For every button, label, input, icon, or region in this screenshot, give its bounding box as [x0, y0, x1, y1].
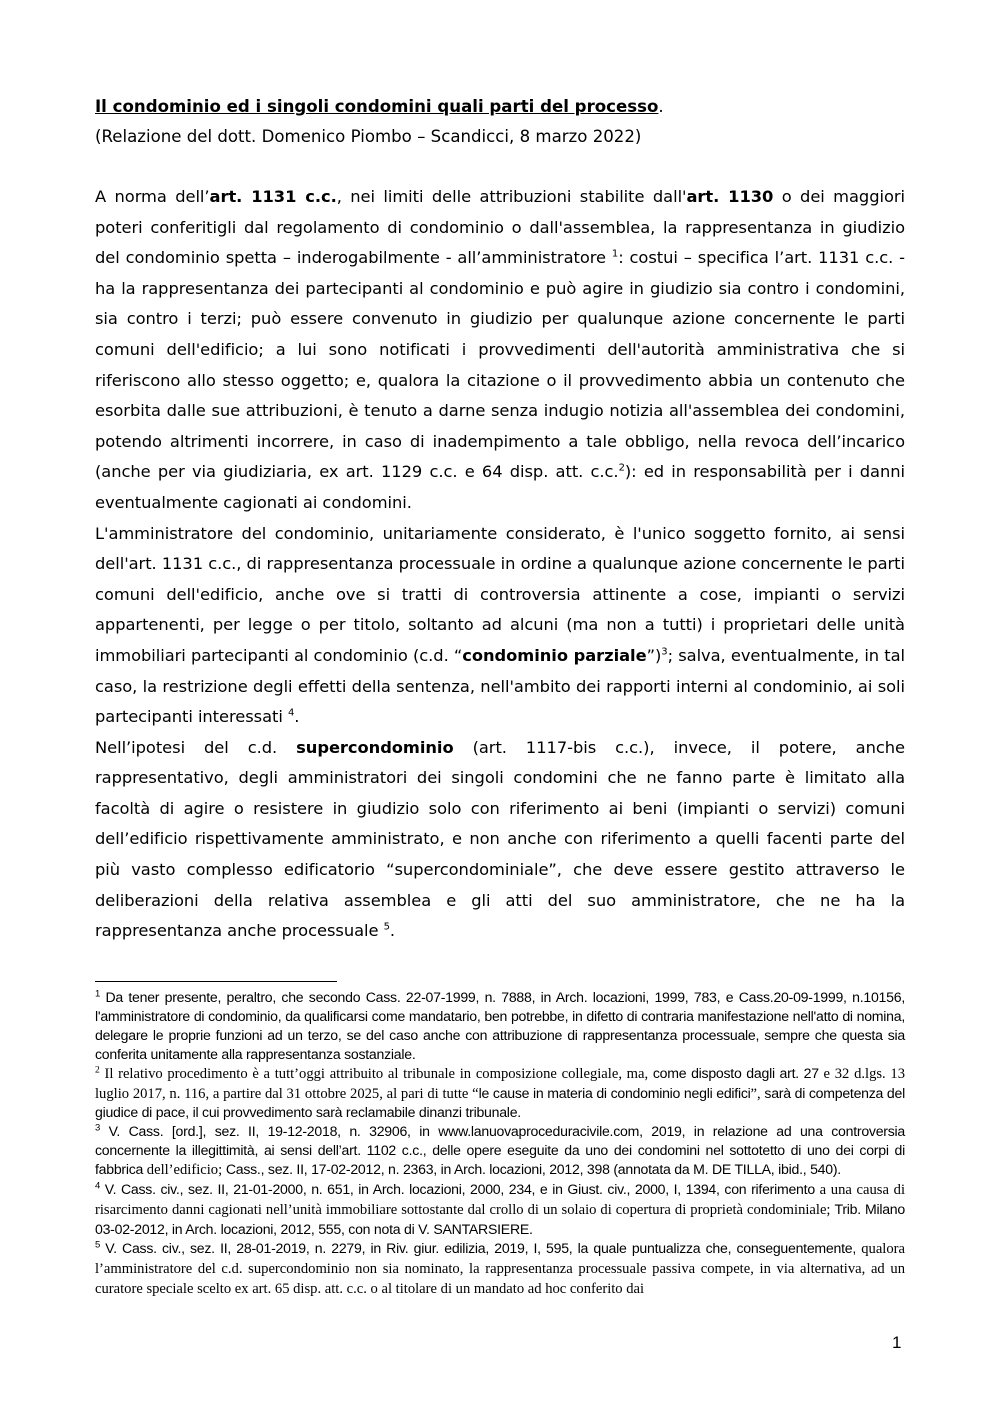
p3-text-1: Nell’ipotesi del c.d. — [95, 737, 297, 757]
document-title — [95, 92, 905, 122]
footnote-ref-4[interactable]: 4 — [287, 707, 295, 719]
footnote-3-number: 3 — [95, 1122, 101, 1134]
footnote-5 — [95, 1239, 905, 1299]
footnote-separator — [95, 981, 337, 982]
p1-text-5: ): ed in responsabilità per i danni eventualmente cagionati ai condomini. — [95, 462, 905, 512]
footnote-2-text-6: sarà di competenza del giudice di pace, il cui provvedimento sarà reclamabile dinanzi tribunale. — [95, 1084, 905, 1121]
footnote-1-text: Da tener presente, peraltro, che secondo Cass. 22-07-1999, n. 7888, in Arch. locazioni, 1999, 783, e Cass.20-09-1999, n.10156, l'amministratore di condominio, da qualificarsi come mandatario, ben potrebbe, in difetto di contraria manifestazione nell'atto di nomina, delegare le proprie funzioni ad un terzo, se del caso anche con attribuzione di rappresentanza processuale, sempre che questa sia conferita unitamente alla rappresentanza sostanziale. — [95, 989, 905, 1062]
footnote-2-text-3: e 32 d.lgs. 13 luglio 2017, n. 116, a partire dal 31 ottobre 2025, al pari di tutte “ — [95, 1065, 905, 1102]
page-number: 1 — [892, 1333, 902, 1352]
p3-text-3: . — [389, 921, 396, 941]
paragraph-1 — [95, 182, 905, 519]
p1-bold-art-1130: art. 1130 — [686, 187, 774, 206]
p2-text-4: . — [294, 707, 300, 727]
footnote-3 — [95, 1122, 905, 1180]
footnotes — [95, 988, 905, 1299]
footnote-2-text-1: Il relativo procedimento è a tutt’oggi attribuito al tribunale in composizione collegiale, ma, — [99, 1065, 653, 1082]
p3-text-2: (art. 1117-bis c.c.), invece, il potere, anche rappresentativo, degli amministratori dei singoli condomini che ne fanno parte è limitato alla facoltà di agire o resistere in giudizio solo con riferimento ai beni (impianti o servizi) comuni dell’edificio rispettivamente amministrato, e non anche con riferimento a quelli facenti parte del più vasto complesso edificatorio “supercondominiale”, che deve essere gestito attraverso le deliberazioni della relativa assemblea e gli atti del suo amministratore, che ne ha la rappresentanza anche processuale — [95, 737, 905, 941]
p1-bold-art-1131: art. 1131 c.c. — [209, 187, 337, 206]
footnote-4-text-3: Trib. Milano 03-02-2012, in Arch. locazioni, 2012, 555, con nota di V. SANTARSIERE. — [95, 1200, 905, 1237]
footnote-2 — [95, 1064, 905, 1123]
document-title-text: Il condominio ed i singoli condomini quali parti del processo — [95, 97, 659, 116]
footnote-2-number: 2 — [95, 1064, 100, 1075]
footnote-ref-2[interactable]: 2 — [618, 462, 625, 474]
footnote-1-number: 1 — [95, 988, 101, 1000]
footnote-2-text-2: come disposto dagli art. 27 — [652, 1064, 819, 1081]
p1-text-1: A norma dell’ — [95, 187, 210, 206]
footnote-ref-5[interactable]: 5 — [383, 921, 390, 933]
footnote-ref-1[interactable]: 1 — [611, 248, 619, 260]
title-period: . — [658, 97, 664, 116]
main-text — [95, 92, 905, 947]
footnote-3-text-2: dell’edificio; — [143, 1162, 226, 1179]
p2-text-3: ; salva, eventualmente, in tal caso, la restrizione degli effetti della sentenza, nell'ambito dei rapporti interni al condominio, ai soli partecipanti interessati — [95, 645, 905, 727]
footnote-5-number: 5 — [95, 1239, 101, 1251]
footnote-4 — [95, 1180, 905, 1239]
footnote-4-number: 4 — [95, 1180, 101, 1192]
footnote-5-text-1: V. Cass. civ., sez. II, 28-01-2019, n. 2279, in Riv. giur. edilizia, 2019, I, 595, la quale puntualizza che, conseguentemente, — [100, 1239, 857, 1256]
footnote-3-text-3: Cass., sez. II, 17-02-2012, n. 2363, in Arch. locazioni, 2012, 398 (annotata da M. DE TILLA, ibid., 540). — [225, 1161, 841, 1178]
paragraph-3 — [95, 733, 905, 947]
footnote-ref-3[interactable]: 3 — [661, 646, 668, 658]
footnote-3-text-1: V. Cass. [ord.], sez. II, 19-12-2018, n. 32906, in www.lanuovaproceduracivile.com, 2019, in relazione ad una controversia concernente la illegittimità, ai sensi dell’art. 1102 c.c., delle opere eseguite da uno dei condomini nel sottotetto di uno dei corpi di fabbrica — [95, 1123, 905, 1178]
document-subtitle: (Relazione del dott. Domenico Piombo – Scandicci, 8 marzo 2022) — [95, 127, 642, 146]
footnote-4-text-1: V. Cass. civ., sez. II, 21-01-2000, n. 651, in Arch. locazioni, 2000, 234, e in Giust. civ., 2000, I, 1394, con riferimento — [100, 1181, 815, 1198]
p2-text-1: L'amministratore del condominio, unitariamente considerato, è l'unico soggetto fornito, ai sensi dell'art. 1131 c.c., di rappresentanza processuale in ordine a qualunque azione concernente le parti comuni dell'edificio, anche ove si tratti di controversia attinente a cose, impianti o servizi appartenenti, per legge o per titolo, soltanto ad alcuni (ma non a tutti) i proprietari delle unità immobiliari partecipanti al condominio (c.d. “ — [95, 523, 905, 665]
p2-text-2: ”) — [646, 645, 662, 665]
footnote-2-text-4: le cause in materia di condominio negli edifici — [478, 1084, 751, 1101]
footnote-1 — [95, 988, 905, 1064]
footnote-4-text-2: a una causa di risarcimento danni cagionati nell’unità immobiliare sottostante dal crollo di un solaio di copertura di proprietà condominiale; — [95, 1182, 905, 1218]
p1-text-2: , nei limiti delle attribuzioni stabilite dall' — [336, 187, 687, 206]
footnote-5-text-2: qualora l’amministratore del c.d. supercondominio non sia nominato, la rappresentanza processuale passiva compete, in via alternativa, ad un curatore speciale scelto ex art. 65 disp. att. c.c. o al titolare di un mandato ad hoc conferito dai — [95, 1240, 905, 1297]
p1-text-4: : costui – specifica l’art. 1131 c.c. - ha la rappresentanza dei partecipanti al condominio e può agire in giudizio sia contro i condomini, sia contro i terzi; può essere convenuto in giudizio per qualunque azione concernente le parti comuni dell'edificio; a lui sono notificati i provvedimenti dell'autorità amministrativa che si riferiscono allo stesso oggetto; e, qualora la citazione o il provvedimento abbia un contenuto che esorbita dalle sue attribuzioni, è tenuto a darne senza indugio notizia all'assemblea dei condomini, potendo altrimenti incorrere, in caso di inadempimento a tale obbligo, nella revoca dell’incarico (anche per via giudiziaria, ex art. 1129 c.c. e 64 disp. att. c.c. — [95, 248, 906, 482]
footnote-2-text-5: ”, — [750, 1085, 765, 1102]
p2-bold-condominio-parziale: condominio parziale — [462, 645, 647, 665]
p3-bold-supercondominio: supercondominio — [296, 737, 454, 757]
paragraph-2 — [95, 519, 905, 733]
p1-text-3: o dei maggiori poteri conferitigli dal regolamento di condominio o dall'assemblea, la rappresentanza in giudizio del condominio spetta – inderogabilmente - all’amministratore — [95, 187, 905, 268]
